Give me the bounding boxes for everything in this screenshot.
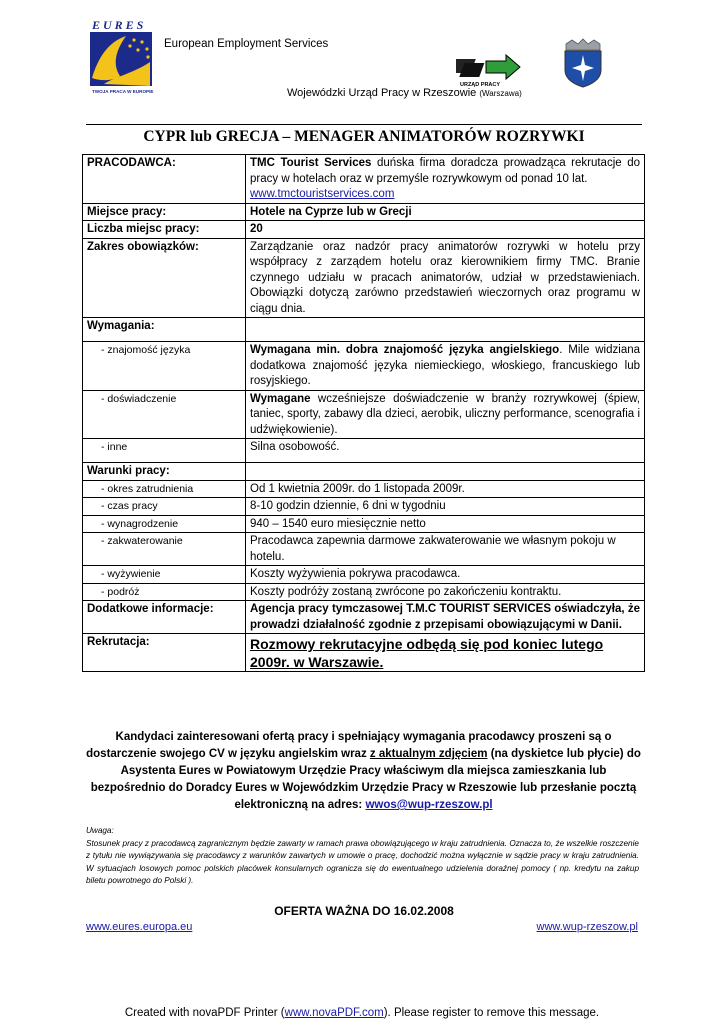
offer-valid-until: OFERTA WAŻNA DO 16.02.2008 [274, 904, 454, 918]
employer-website-link[interactable]: www.tmctouristservices.com [250, 188, 395, 200]
requirements-empty [246, 318, 645, 342]
candidates-text-2: (na dyskietce lub płycie) do Asystenta Eures w Powiatowym Urzędzie Pracy właściwym dla miejsca zamieszkania lub bezpośrednio do Doradcy Eures w Wojewódzkim Urzędzie Pracy w Rzeszowie lub przesłanie pocztą elektroniczną na adres: [90, 748, 641, 811]
experience-rest: wcześniejsze doświadczenie w branży rozrywkowej (śpiew, taniec, sporty, zabawy dla dzieci, aerobik, uliczny performance, scenografia i udźwiękowienie). [250, 392, 640, 436]
accommodation-label: - zakwaterowanie [83, 533, 246, 566]
travel-row [83, 583, 645, 601]
additional-value: Agencja pracy tymczasowej T.M.C TOURIST SERVICES oświadczyła, że prowadzi działalność zgodnie z przepisami obowiązującymi w Danii. [246, 601, 645, 634]
other-value: Silna osobowość. [246, 439, 645, 463]
eures-logo [86, 18, 156, 96]
time-value: 8-10 godzin dziennie, 6 dni w tygodniu [246, 498, 645, 516]
contact-email-link[interactable]: wwos@wup-rzeszow.pl [365, 799, 493, 811]
accommodation-row [83, 533, 645, 566]
time-row [83, 498, 645, 516]
recruitment-label: Rekrutacja: [83, 634, 246, 672]
employer-label: PRACODAWCA: [83, 155, 246, 204]
header-divider [86, 124, 642, 125]
conditions-empty [246, 463, 645, 481]
duties-value: Zarządzanie oraz nadzór pracy animatorów rozrywki w hotelu przy współpracy z zarządem hotelu oraz kierownikiem firmy TMC. Branie czynnego udziału w pracach animatorów, udział w przedstawieniach. Obowiązki dotyczą zarówno przedstawień wieczornych oraz programu w ciągu dnia. [246, 238, 645, 318]
time-label: - czas pracy [83, 498, 246, 516]
accommodation-value: Pracodawca zapewnia darmowe zakwaterowanie we własnym pokoju w hotelu. [246, 533, 645, 566]
urzad-pracy-logo-text: URZĄD PRACY [460, 82, 501, 88]
legal-note-title: Uwaga: [86, 826, 114, 835]
conditions-row [83, 463, 645, 481]
language-row [83, 342, 645, 391]
requirements-label: Wymagania: [83, 318, 246, 342]
employer-name: TMC Tourist Services [250, 157, 372, 169]
period-row [83, 480, 645, 498]
recruitment-value: Rozmowy rekrutacyjne odbędą się pod koniec lutego 2009r. w Warszawie. [246, 634, 645, 672]
experience-value [246, 390, 645, 439]
duties-row [83, 238, 645, 318]
other-label: - inne [83, 439, 246, 463]
additional-label: Dodatkowe informacje: [83, 601, 246, 634]
language-value [246, 342, 645, 391]
place-value: Hotele na Cyprze lub w Grecji [246, 203, 645, 221]
employer-value [246, 155, 645, 204]
experience-required: Wymagane [250, 392, 311, 405]
candidates-instructions [82, 729, 645, 814]
place-label: Miejsce pracy: [83, 203, 246, 221]
travel-label: - podróż [83, 583, 246, 601]
place-row [83, 203, 645, 221]
period-label: - okres zatrudnienia [83, 480, 246, 498]
period-value: Od 1 kwietnia 2009r. do 1 listopada 2009r. [246, 480, 645, 498]
footer-text-before: Created with novaPDF Printer ( [124, 1007, 285, 1019]
coat-of-arms-icon [560, 38, 606, 88]
wup-website-link[interactable]: www.wup-rzeszow.pl [536, 921, 638, 933]
food-row [83, 566, 645, 584]
count-row [83, 221, 645, 239]
candidates-photo-note: z aktualnym zdjęciem [369, 748, 488, 760]
legal-note [86, 825, 639, 888]
page-title: CYPR lub GRECJA – MENAGER ANIMATORÓW ROZRYWKI [143, 128, 585, 145]
footer-text-after: ). Please register to remove this message. [383, 1007, 600, 1019]
language-label: - znajomość języka [83, 342, 246, 391]
count-label: Liczba miejsc pracy: [83, 221, 246, 239]
eures-website-link[interactable]: www.eures.europa.eu [86, 921, 193, 933]
eures-logo-text: EURES [92, 18, 147, 32]
salary-row [83, 515, 645, 533]
travel-value: Koszty podróży zostaną zwrócone po zakończeniu kontraktu. [246, 583, 645, 601]
novapdf-link[interactable]: www.novaPDF.com [284, 1007, 384, 1019]
language-required: Wymagana min. dobra znajomość języka angielskiego [250, 344, 560, 356]
office-note: (Warszawa) [479, 89, 522, 98]
conditions-label: Warunki pracy: [83, 463, 246, 481]
count-value: 20 [246, 221, 645, 239]
office-name-text: Wojewódzki Urząd Pracy w Rzeszowie [287, 87, 477, 99]
employer-description: duńska firma doradcza prowadząca rekrutacje do pracy w hotelach oraz w przemyśle rozrywkowym od ponad 10 lat. [250, 157, 640, 185]
eures-logo-tagline: TWOJA PRACA W EUROPIE [92, 89, 154, 94]
candidates-text-1: Kandydaci zainteresowani ofertą pracy i spełniający wymagania pracodawcy proszeni są o dostarczenie swojego CV w języku angielskim wraz [86, 731, 612, 760]
food-value: Koszty wyżywienia pokrywa pracodawca. [246, 566, 645, 584]
other-row [83, 439, 645, 463]
salary-value: 940 – 1540 euro miesięcznie netto [246, 515, 645, 533]
salary-label: - wynagrodzenie [83, 515, 246, 533]
org-name: European Employment Services [164, 38, 329, 50]
language-rest: . Mile widziana dodatkowa znajomość języka niemieckiego, włoskiego, francuskiego lub rosyjskiego. [250, 344, 641, 387]
employer-row [83, 155, 645, 204]
experience-row [83, 390, 645, 439]
pdf-creator-footer [0, 1007, 724, 1019]
duties-label: Zakres obowiązków: [83, 238, 246, 318]
legal-note-text: Stosunek pracy z pracodawcą zagranicznym będzie zawarty w ramach prawa obowiązującego w kraju zatrudnienia. Oznacza to, że wszelkie roszczenie z tytułu nie wywiązywania się pracodawcy z warunków zawartych w umowie o pracę, dochodzić można wyłącznie w sądzie pracy w kraju zatrudnienia. W sytuacjach losowych pomoc polskich placówek konsularnych ogranicza się do ewentualnego udzielenia doraźnej pomocy ( np. kredytu na zakup biletu powrotnego do Polski ). [86, 838, 639, 885]
office-name [287, 87, 522, 99]
recruitment-row [83, 634, 645, 672]
offer-table [82, 154, 645, 672]
experience-label: - doświadczenie [83, 390, 246, 439]
urzad-pracy-logo [456, 53, 522, 89]
requirements-row [83, 318, 645, 342]
additional-row [83, 601, 645, 634]
food-label: - wyżywienie [83, 566, 246, 584]
